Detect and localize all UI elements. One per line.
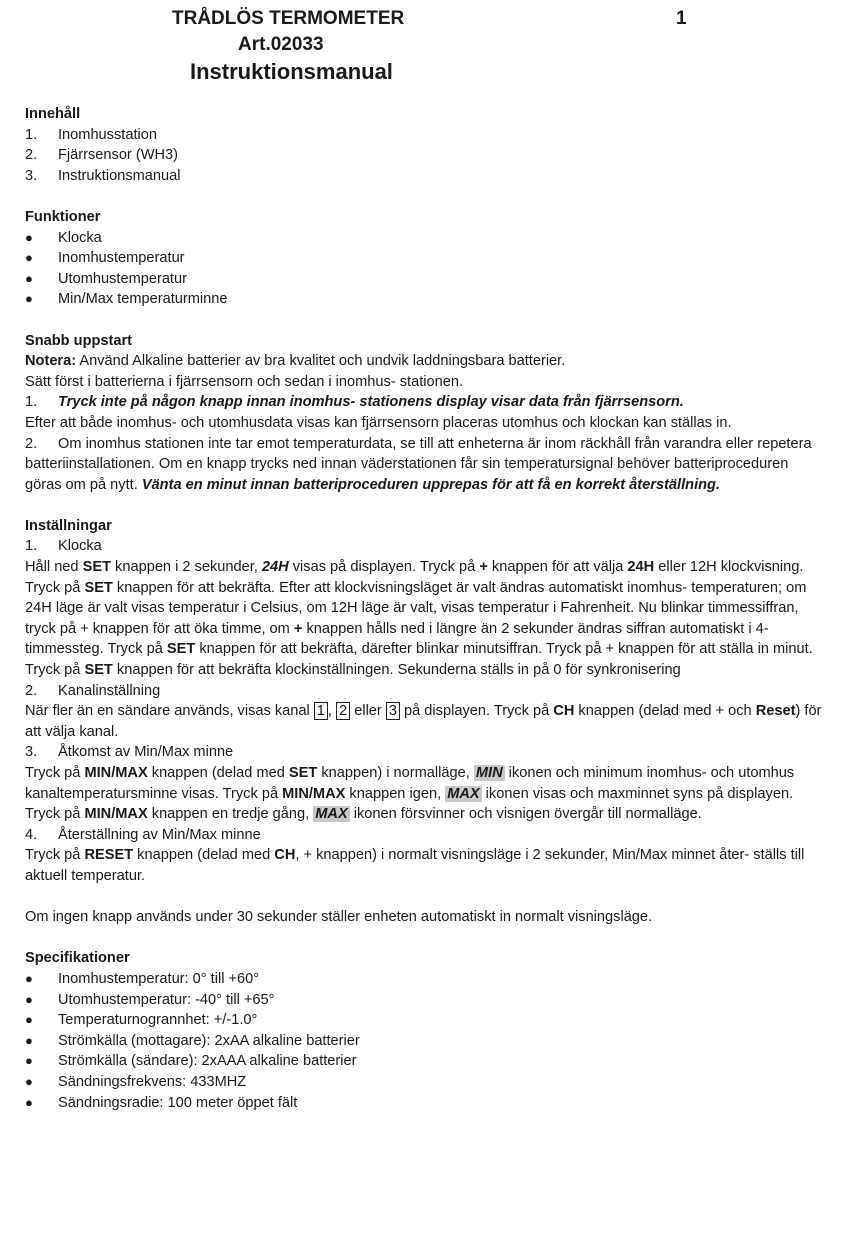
bullet-icon: ●	[25, 270, 33, 286]
step2-text: Om inomhus stationen inte tar emot temperaturdata, se till att enheterna är inom räckhåll från varandra eller repetera batteriinstallationen. Om en knapp trycks ned innan väderstationen får sin temperatursignal behöver batteriproceduren göras om på nytt.	[25, 435, 812, 493]
key-label: MIN/MAX	[282, 785, 346, 802]
key-label: MIN/MAX	[84, 765, 148, 781]
key-label: SET	[166, 641, 196, 658]
text: ikonen försvinner och visnigen övergår till normalläge.	[349, 806, 702, 823]
battery-order-text: Sätt först i batterierna i fjärrsensorn och sedan i inomhus- stationen.	[25, 373, 464, 390]
key-label: CH	[553, 703, 575, 720]
key-label: MIN/MAX	[84, 806, 148, 823]
document-title: TRÅDLÖS TERMOMETER	[172, 8, 405, 29]
specs-heading: Specifikationer	[25, 950, 130, 967]
step2-emphasis: Vänta en minut innan batteriproceduren upprepas för att få en korrekt återställning.	[141, 476, 721, 493]
channel-3-box: 3	[386, 702, 400, 720]
list-text: Utomhustemperatur	[58, 270, 187, 287]
contents-heading: Innehåll	[25, 106, 81, 122]
bullet-icon: ●	[25, 1053, 33, 1069]
list-item	[25, 125, 825, 146]
note-label: Notera:	[25, 353, 77, 370]
auto-mode-note: Om ingen knapp används under 30 sekunder ställer enheten automatiskt in normalt visningsläge.	[25, 909, 653, 926]
bullet-icon: ●	[25, 291, 33, 307]
list-item	[25, 825, 825, 846]
list-text: Inomhusstation	[58, 126, 157, 143]
list-item	[25, 269, 825, 290]
list-item	[25, 1010, 825, 1031]
list-number: 4.	[25, 826, 38, 843]
channel-paragraph	[25, 701, 825, 742]
channel-1-box: 1	[314, 702, 328, 720]
list-text: Strömkälla (mottagare): 2xAA alkaline batterier	[58, 1032, 360, 1049]
bullet-icon: ●	[25, 250, 33, 266]
list-text: Strömkälla (sändare): 2xAAA alkaline batterier	[58, 1053, 357, 1070]
text: Tryck på	[25, 765, 85, 781]
list-item	[25, 1051, 825, 1072]
list-item	[25, 742, 825, 763]
list-item	[25, 536, 825, 557]
max-icon: MAX	[447, 785, 480, 802]
key-label: CH	[274, 847, 296, 864]
channel-2-box: 2	[336, 702, 350, 720]
text: ,	[327, 703, 337, 720]
text: ikonen och minimum inomhus- och utomhus kanaltemperatursminne visas. Tryck på	[25, 765, 795, 802]
list-number: 1.	[25, 394, 38, 411]
clock-paragraph	[25, 557, 825, 681]
list-text: Temperaturnogrannhet: +/-1.0°	[58, 1012, 258, 1029]
list-number: 3.	[25, 744, 38, 761]
text: knappen (delad med	[133, 847, 275, 864]
list-item	[25, 145, 825, 166]
subsection-title: Åtkomst av Min/Max minne	[58, 744, 234, 761]
page-number: 1	[676, 8, 687, 29]
min-icon: MIN	[475, 765, 503, 781]
list-text: Sändningsfrekvens: 433MHZ	[58, 1073, 247, 1090]
bullet-icon: ●	[25, 1073, 33, 1089]
list-item	[25, 1072, 825, 1093]
text: Håll ned	[25, 559, 83, 576]
list-item	[25, 289, 825, 310]
list-text: Sändningsradie: 100 meter öppet fält	[58, 1094, 298, 1111]
list-text: Klocka	[58, 229, 102, 246]
list-number: 2.	[25, 682, 38, 699]
text: eller 12H klockvisning. Tryck på	[25, 559, 804, 596]
text: , + knappen) i normalt visningsläge i 2 sekunder, Min/Max minnet åter- ställs till aktuell temperatur.	[25, 847, 805, 884]
text: knappen en tredje gång,	[147, 806, 314, 823]
text: knappen (delad med + och	[574, 703, 756, 720]
list-item	[25, 166, 825, 187]
key-label: SET	[84, 662, 113, 679]
manual-title: Instruktionsmanual	[190, 59, 393, 84]
text: knappen för att välja	[487, 559, 628, 576]
bullet-icon: ●	[25, 1094, 33, 1110]
list-text: Min/Max temperaturminne	[58, 291, 228, 308]
text: på displayen. Tryck på	[399, 703, 554, 720]
bullet-icon: ●	[25, 970, 33, 986]
list-item	[25, 969, 825, 990]
key-label: 24H	[627, 559, 655, 576]
text: knappen för att bekräfta. Efter att klockvisningsläget är valt ändras automatiskt inomhus- temperaturen; om 24H läge är valt visas temperatur i Celsius, om 12H läge är valt, visas temperatur i Fahrenheit. Nu blinkar timmessiffran, tryck på + knappen för att öka timme, om	[25, 579, 807, 637]
subsection-title: Kanalinställning	[58, 682, 161, 699]
text: knappen igen,	[345, 785, 446, 802]
key-label: SET	[82, 559, 111, 576]
list-item	[25, 1031, 825, 1052]
list-item	[25, 1093, 825, 1114]
note-text: Använd Alkaline batterier av bra kvalitet och undvik laddningsbara batterier.	[76, 353, 566, 370]
text: visas på displayen. Tryck på	[288, 559, 480, 576]
reset-paragraph	[25, 845, 825, 886]
functions-heading: Funktioner	[25, 208, 101, 225]
list-item	[25, 392, 825, 413]
list-item	[25, 248, 825, 269]
key-label: RESET	[84, 847, 134, 864]
warning-text: Tryck inte på någon knapp innan inomhus- stationens display visar data från fjärrsensorn.	[58, 394, 684, 411]
list-item	[25, 681, 825, 702]
text: ) för att välja kanal.	[25, 703, 822, 740]
settings-heading: Inställningar	[25, 517, 112, 534]
list-text: Inomhustemperatur: 0° till +60°	[58, 970, 260, 987]
list-number: 2.	[25, 147, 38, 164]
key-label: +	[479, 559, 488, 576]
text: ikonen visas och maxminnet syns på displayen. Tryck på	[25, 785, 794, 823]
text: eller	[350, 703, 386, 720]
manual-content	[25, 104, 825, 1113]
text: Tryck på	[25, 847, 85, 864]
article-number: Art.02033	[238, 34, 324, 55]
text: knappen (delad med	[147, 765, 289, 781]
key-label: +	[293, 620, 303, 637]
list-item	[25, 228, 825, 249]
key-label: SET	[288, 765, 318, 781]
list-text: Instruktionsmanual	[58, 167, 181, 184]
list-item	[25, 990, 825, 1011]
key-label: Reset	[755, 703, 796, 720]
subsection-title: Klocka	[58, 538, 102, 555]
bullet-icon: ●	[25, 229, 33, 245]
text: När fler än en sändare används, visas kanal	[25, 703, 314, 720]
text: knappen för att bekräfta klockinställningen. Sekunderna ställs in på 0 för synkronisering	[112, 662, 681, 679]
max-icon: MAX	[315, 806, 348, 823]
bullet-icon: ●	[25, 1012, 33, 1028]
key-label: SET	[84, 579, 113, 596]
bullet-icon: ●	[25, 1032, 33, 1048]
minmax-paragraph	[25, 763, 825, 825]
list-number: 1.	[25, 538, 38, 555]
text: knappen i 2 sekunder,	[111, 559, 262, 576]
list-text: Fjärrsensor (WH3)	[58, 147, 178, 164]
text: knappen hålls ned i längre än 2 sekunder ändras siffran automatiskt i 4-timmessteg. Tryck på	[25, 620, 769, 658]
list-text: Utomhustemperatur: -40° till +65°	[58, 991, 275, 1008]
text: knappen för att bekräfta, därefter blinkar minutsiffran. Tryck på + knappen för att ställa in minut. Tryck på	[25, 641, 813, 679]
quick-start-heading: Snabb uppstart	[25, 332, 133, 349]
list-text: Inomhustemperatur	[58, 250, 185, 267]
text: knappen) i normalläge,	[317, 765, 474, 781]
bullet-icon: ●	[25, 991, 33, 1007]
display-label: 24H	[261, 559, 289, 576]
list-number: 3.	[25, 167, 38, 184]
list-number: 1.	[25, 126, 38, 143]
step2-paragraph	[25, 434, 825, 496]
subsection-title: Återställning av Min/Max minne	[58, 826, 261, 843]
note-paragraph	[25, 351, 825, 372]
list-number: 2.	[25, 435, 38, 452]
step1-text: Efter att både inomhus- och utomhusdata visas kan fjärrsensorn placeras utomhus och klockan kan ställas in.	[25, 414, 732, 431]
